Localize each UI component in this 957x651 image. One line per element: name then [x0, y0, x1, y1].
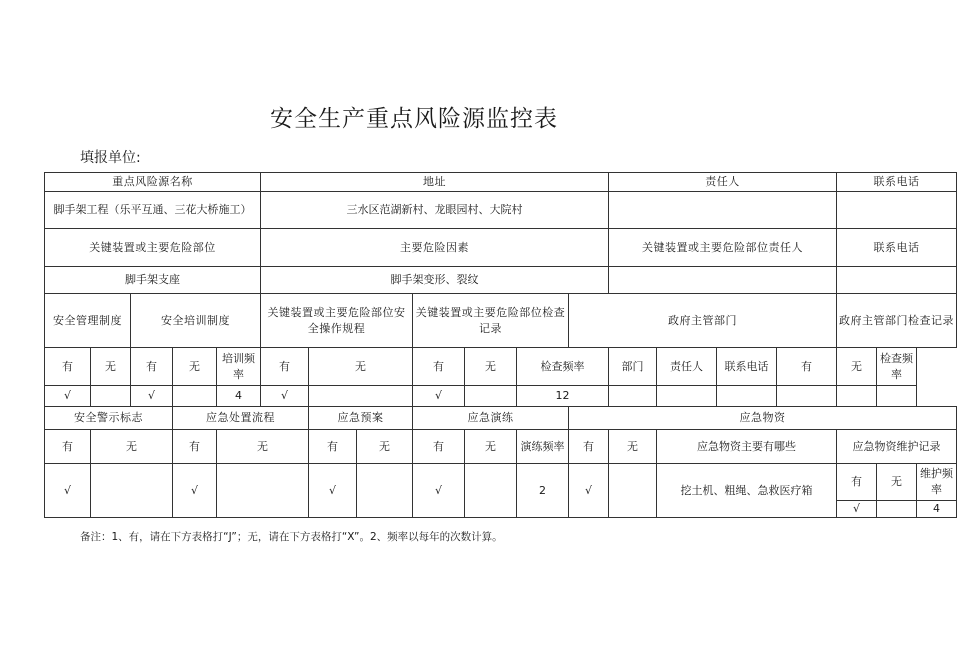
key-device-value: 脚手架支座	[45, 267, 261, 294]
maintenance-no-header: 无	[877, 464, 917, 501]
gov-inspection-no-header: 无	[837, 348, 877, 386]
gov-phone-header: 联系电话	[717, 348, 777, 386]
supplies-list-value: 挖土机、粗绳、急救医疗箱	[657, 464, 837, 518]
gov-person-header: 责任人	[657, 348, 717, 386]
inspection-no-mark	[465, 386, 517, 407]
emergency-drill-header: 应急演练	[413, 407, 569, 430]
safety-mgmt-yes-header: 有	[45, 348, 91, 386]
risk-monitoring-table	[44, 172, 955, 518]
supplies-list-header: 应急物资主要有哪些	[657, 430, 837, 464]
plan-no-header: 无	[357, 430, 413, 464]
inspection-yes-header: 有	[413, 348, 465, 386]
drill-yes-mark: √	[413, 464, 465, 518]
key-device-person-value	[609, 267, 837, 294]
training-no-mark	[173, 386, 217, 407]
inspection-record-header: 关键装置或主要危险部位检查记录	[413, 294, 569, 348]
gov-inspection-frequency-value	[877, 386, 917, 407]
process-yes-mark: √	[173, 464, 217, 518]
responsible-person-value	[609, 192, 837, 229]
operating-rules-header: 关键装置或主要危险部位安全操作规程	[261, 294, 413, 348]
footnote: 备注：1、有，请在下方表格打“J”；无，请在下方表格打“X”。2、频率以每年的次数计算。	[80, 531, 503, 543]
supplies-yes-header: 有	[569, 430, 609, 464]
main-risk-factor-header: 主要危险因素	[261, 229, 609, 267]
warning-signs-header: 安全警示标志	[45, 407, 173, 430]
rules-no-header: 无	[309, 348, 413, 386]
drill-no-mark	[465, 464, 517, 518]
supplies-yes-mark: √	[569, 464, 609, 518]
supplies-no-mark	[609, 464, 657, 518]
drill-yes-header: 有	[413, 430, 465, 464]
gov-dept-header: 部门	[609, 348, 657, 386]
gov-inspection-no-mark	[837, 386, 877, 407]
gov-inspection-record-header: 政府主管部门检查记录	[837, 294, 957, 348]
contact-phone-header: 联系电话	[837, 173, 957, 192]
drill-frequency-header: 演练频率	[517, 430, 569, 464]
maintenance-no-mark	[877, 501, 917, 518]
maintenance-yes-header: 有	[837, 464, 877, 501]
training-yes-mark: √	[131, 386, 173, 407]
emergency-process-header: 应急处置流程	[173, 407, 309, 430]
page-title: 安全生产重点风险源监控表	[270, 106, 558, 132]
address-value: 三水区范湖新村、龙眼园村、大院村	[261, 192, 609, 229]
rules-yes-header: 有	[261, 348, 309, 386]
safety-management-system-header: 安全管理制度	[45, 294, 131, 348]
main-risk-factor-value: 脚手架变形、裂纹	[261, 267, 609, 294]
safety-training-system-header: 安全培训制度	[131, 294, 261, 348]
rules-yes-mark: √	[261, 386, 309, 407]
emergency-plan-header: 应急预案	[309, 407, 413, 430]
training-yes-header: 有	[131, 348, 173, 386]
inspection-yes-mark: √	[413, 386, 465, 407]
plan-yes-mark: √	[309, 464, 357, 518]
process-no-mark	[217, 464, 309, 518]
process-yes-header: 有	[173, 430, 217, 464]
inspection-frequency-header: 检查频率	[517, 348, 609, 386]
drill-no-header: 无	[465, 430, 517, 464]
risk-source-name-header: 重点风险源名称	[45, 173, 261, 192]
maintenance-yes-mark: √	[837, 501, 877, 518]
supplies-maintenance-header: 应急物资维护记录	[837, 430, 957, 464]
gov-phone-value	[717, 386, 777, 407]
maintenance-frequency-value: 4	[917, 501, 957, 518]
signs-yes-header: 有	[45, 430, 91, 464]
training-frequency-value: 4	[217, 386, 261, 407]
safety-mgmt-no-mark	[91, 386, 131, 407]
supplies-no-header: 无	[609, 430, 657, 464]
key-device-person-header: 关键装置或主要危险部位责任人	[609, 229, 837, 267]
emergency-supplies-header: 应急物资	[569, 407, 957, 430]
gov-inspection-yes-header: 有	[777, 348, 837, 386]
gov-dept-value	[609, 386, 657, 407]
drill-frequency-value: 2	[517, 464, 569, 518]
signs-no-header: 无	[91, 430, 173, 464]
gov-inspection-frequency-header: 检查频率	[877, 348, 917, 386]
plan-no-mark	[357, 464, 413, 518]
training-no-header: 无	[173, 348, 217, 386]
gov-person-value	[657, 386, 717, 407]
process-no-header: 无	[217, 430, 309, 464]
address-header: 地址	[261, 173, 609, 192]
key-device-phone-value	[837, 267, 957, 294]
signs-no-mark	[91, 464, 173, 518]
rules-no-mark	[309, 386, 413, 407]
responsible-person-header: 责任人	[609, 173, 837, 192]
safety-mgmt-no-header: 无	[91, 348, 131, 386]
filling-unit-label: 填报单位:	[80, 150, 141, 166]
maintenance-frequency-header: 维护频率	[917, 464, 957, 501]
signs-yes-mark: √	[45, 464, 91, 518]
gov-department-header: 政府主管部门	[569, 294, 837, 348]
inspection-frequency-value: 12	[517, 386, 609, 407]
key-device-header: 关键装置或主要危险部位	[45, 229, 261, 267]
gov-inspection-yes-mark	[777, 386, 837, 407]
risk-source-name-value: 脚手架工程（乐平互通、三花大桥施工）	[45, 192, 261, 229]
training-frequency-header: 培训频率	[217, 348, 261, 386]
plan-yes-header: 有	[309, 430, 357, 464]
safety-mgmt-yes-mark: √	[45, 386, 91, 407]
contact-phone-value	[837, 192, 957, 229]
inspection-no-header: 无	[465, 348, 517, 386]
key-device-phone-header: 联系电话	[837, 229, 957, 267]
